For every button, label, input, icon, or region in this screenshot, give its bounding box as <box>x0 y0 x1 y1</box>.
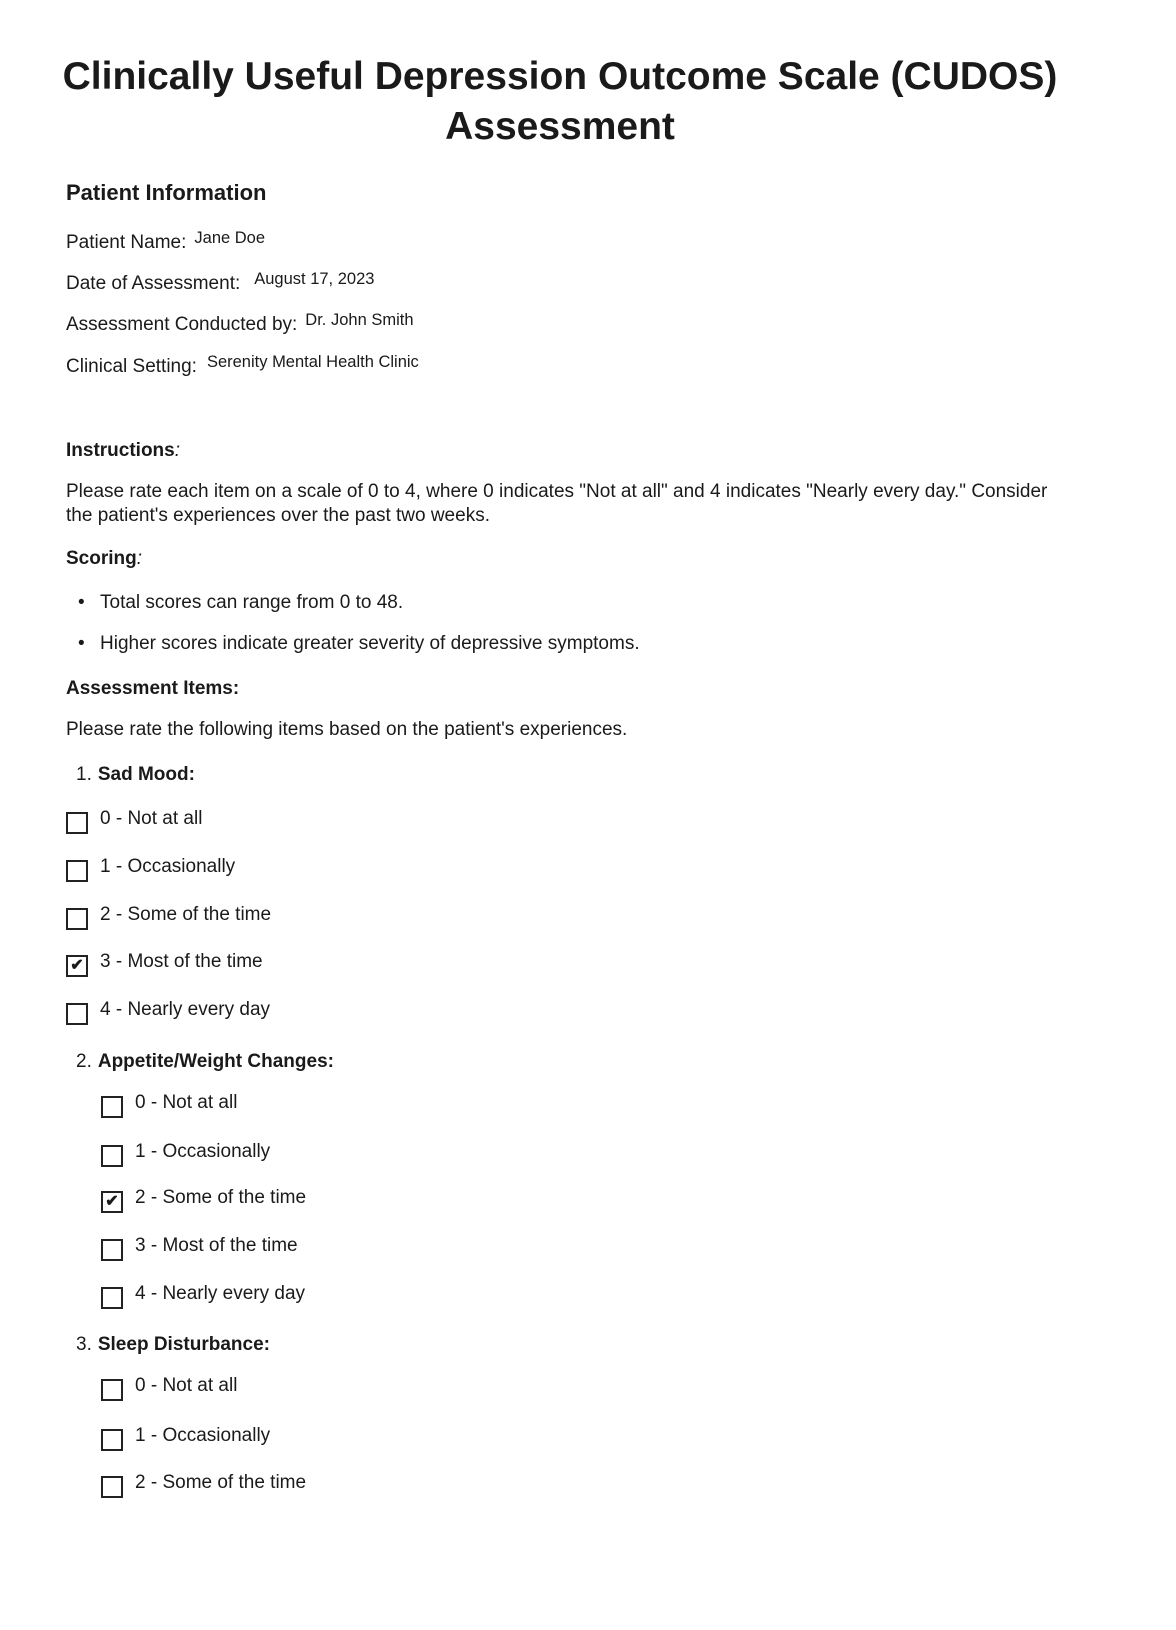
page-title: Clinically Useful Depression Outcome Scale (CUDOS) Assessment <box>62 55 1058 148</box>
option-label: 3 - Most of the time <box>100 951 263 972</box>
conducted-by-value: Dr. John Smith <box>305 311 414 329</box>
instructions-heading-text: Instructions <box>66 440 175 461</box>
option-label: 1 - Occasionally <box>135 1141 271 1162</box>
instructions-heading <box>66 440 180 462</box>
checkbox[interactable] <box>66 908 88 930</box>
item-title-text: Sleep Disturbance: <box>97 1334 270 1355</box>
option-label: 4 - Nearly every day <box>100 999 271 1020</box>
item-number: 3. <box>76 1334 92 1355</box>
date-value: August 17, 2023 <box>254 270 375 288</box>
rating-option[interactable] <box>101 1375 237 1397</box>
option-label: 0 - Not at all <box>135 1375 238 1396</box>
date-row <box>66 270 375 295</box>
field-label: Assessment Conducted by: <box>66 314 298 335</box>
colon: : <box>174 440 181 461</box>
option-label: 0 - Not at all <box>100 808 203 829</box>
checkbox[interactable] <box>101 1287 123 1309</box>
patient-name-row <box>66 229 266 254</box>
item-title-text: Sad Mood: <box>97 764 195 785</box>
option-label: 4 - Nearly every day <box>135 1283 306 1304</box>
checkbox[interactable] <box>101 1379 123 1401</box>
item-number: 2. <box>76 1051 92 1072</box>
scoring-heading-text: Scoring <box>66 548 137 569</box>
field-label: Clinical Setting: <box>66 356 197 377</box>
colon: : <box>136 548 143 569</box>
option-label: 2 - Some of the time <box>100 904 272 925</box>
checkbox[interactable] <box>101 1429 123 1451</box>
assessment-heading: Assessment Items: <box>66 678 240 699</box>
rating-option[interactable] <box>101 1472 306 1494</box>
checked-checkbox[interactable] <box>101 1191 123 1213</box>
rating-option[interactable] <box>66 856 235 878</box>
rating-option[interactable] <box>66 951 263 973</box>
field-label: Date of Assessment: <box>66 273 241 294</box>
rating-option[interactable] <box>66 999 270 1021</box>
item-title-text: Appetite/Weight Changes: <box>97 1051 334 1072</box>
checkbox[interactable] <box>101 1096 123 1118</box>
option-label: 1 - Occasionally <box>135 1425 271 1446</box>
option-label: 2 - Some of the time <box>135 1187 307 1208</box>
scoring-heading <box>66 548 142 570</box>
rating-option[interactable] <box>101 1141 270 1163</box>
conducted-by-row <box>66 311 414 336</box>
option-label: 0 - Not at all <box>135 1092 238 1113</box>
patient-name-value: Jane Doe <box>194 229 266 247</box>
item-title <box>76 764 195 786</box>
scoring-bullet <box>78 633 640 655</box>
rating-option[interactable] <box>66 808 202 830</box>
check-icon: ✔ <box>70 957 84 974</box>
rating-option[interactable] <box>101 1235 298 1257</box>
scoring-bullet <box>78 592 403 614</box>
item-title <box>76 1334 270 1356</box>
rating-option[interactable] <box>101 1283 305 1305</box>
checkbox[interactable] <box>101 1239 123 1261</box>
assessment-intro: Please rate the following items based on the patient's experiences. <box>66 719 628 740</box>
bullet-text: Total scores can range from 0 to 48. <box>100 592 404 613</box>
option-label: 1 - Occasionally <box>100 856 236 877</box>
patient-info-heading: Patient Information <box>66 180 267 205</box>
rating-option[interactable] <box>101 1092 237 1114</box>
rating-option[interactable] <box>66 904 271 926</box>
instructions-text: Please rate each item on a scale of 0 to 4, where 0 indicates "Not at all" and 4 indicates "Nearly every day." Consider the patient's experiences over the past two weeks. <box>66 481 1048 526</box>
rating-option[interactable] <box>101 1187 306 1209</box>
checkbox[interactable] <box>66 860 88 882</box>
check-icon: ✔ <box>105 1193 119 1210</box>
checked-checkbox[interactable] <box>66 955 88 977</box>
clinical-setting-row <box>66 353 419 378</box>
option-label: 2 - Some of the time <box>135 1472 307 1493</box>
clinical-setting-value: Serenity Mental Health Clinic <box>206 353 419 371</box>
option-label: 3 - Most of the time <box>135 1235 298 1256</box>
rating-option[interactable] <box>101 1425 270 1447</box>
bullet-text: Higher scores indicate greater severity of depressive symptoms. <box>100 633 640 654</box>
checkbox[interactable] <box>101 1145 123 1167</box>
item-number: 1. <box>76 764 92 785</box>
checkbox[interactable] <box>66 1003 88 1025</box>
item-title <box>76 1051 334 1073</box>
checkbox[interactable] <box>66 812 88 834</box>
checkbox[interactable] <box>101 1476 123 1498</box>
field-label: Patient Name: <box>66 232 187 253</box>
